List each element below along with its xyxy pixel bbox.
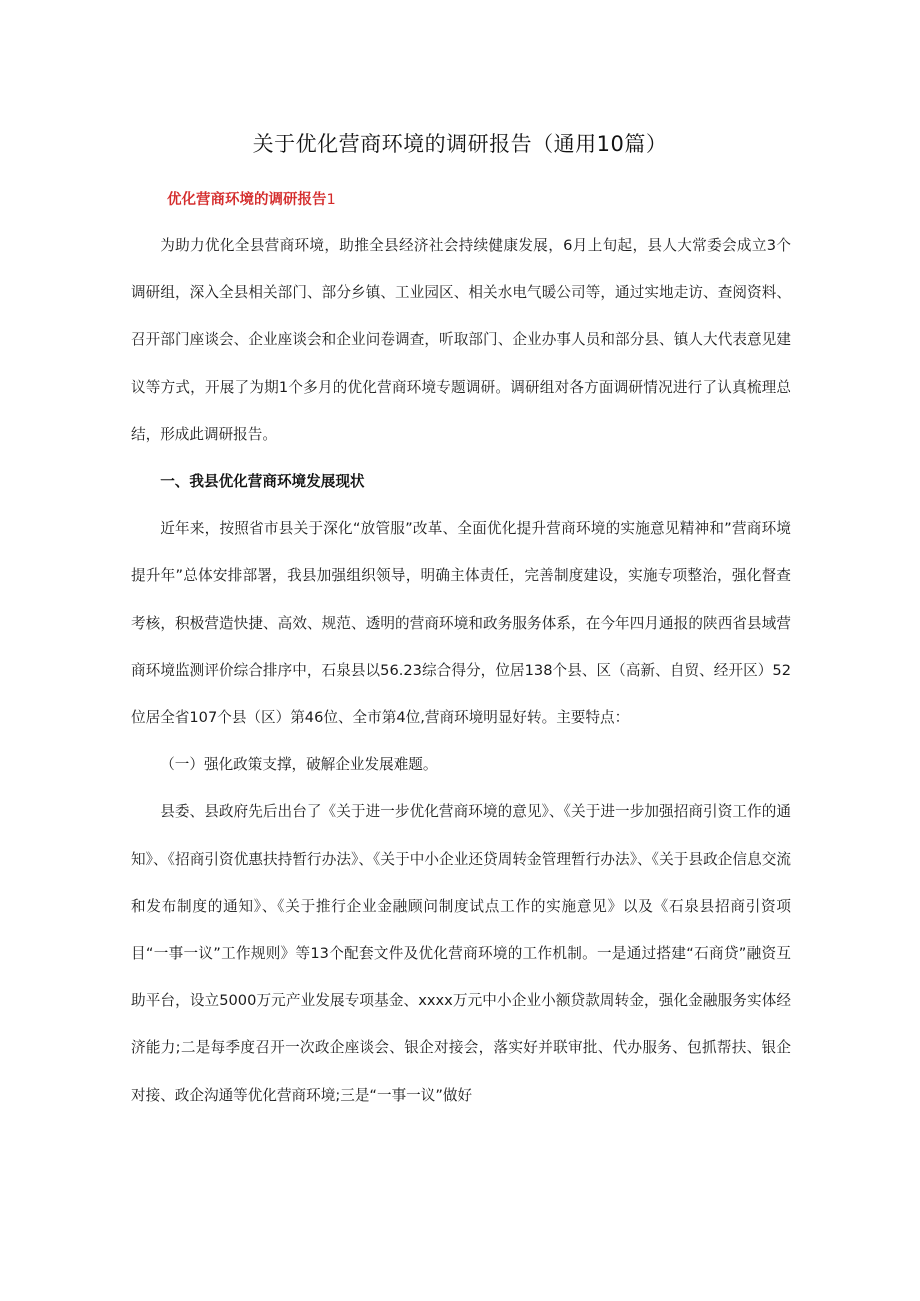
document-title: 关于优化营商环境的调研报告（通用10篇） (252, 132, 668, 156)
document-body (131, 222, 791, 1119)
report-heading-text: 优化营商环境的调研报告 (167, 192, 327, 208)
status-paragraph: 近年来，按照省市县关于深化“放管服”改革、全面优化提升营商环境的实施意见精神和”营商环境提升年”总体安排部署，我县加强组织领导，明确主体责任，完善制度建设，实施专项整治，强化督查考核，积极营造快捷、高效、规范、透明的营商环境和政务服务体系，在今年四月通报的陕西省县域营商环境监测评价综合排序中，石泉县以56.23综合得分，位居138个县、区（高新、自贸、经开区）52位居全省107个县（区）第46位、全市第4位,营商环境明显好转。主要特点： (131, 520, 791, 727)
subsection-heading-1: （一）强化政策支撑，破解企业发展难题。 (160, 756, 438, 774)
report-heading-number: 1 (326, 192, 336, 208)
section-heading-1: 一、我县优化营商环境发展现状 (160, 473, 365, 491)
intro-paragraph: 为助力优化全县营商环境，助推全县经济社会持续健康发展，6月上旬起，县人大常委会成立3个调研组，深入全县相关部门、部分乡镇、工业园区、相关水电气暖公司等，通过实地走访、查阅资料、召开部门座谈会、企业座谈会和企业问卷调查，听取部门、企业办事人员和部分县、镇人大代表意见建议等方式，开展了为期1个多月的优化营商环境专题调研。调研组对各方面调研情况进行了认真梳理总结，形成此调研报告。 (131, 237, 791, 443)
report-heading (167, 188, 336, 209)
policy-paragraph: 县委、县政府先后出台了《关于进一步优化营商环境的意见》、《关于进一步加强招商引资工作的通知》、《招商引资优惠扶持暂行办法》、《关于中小企业还贷周转金管理暂行办法》、《关于县政企信息交流和发布制度的通知》、《关于推行企业金融顾问制度试点工作的实施意见》以及《石泉县招商引资项目“一事一议”工作规则》等13个配套文件及优化营商环境的工作机制。一是通过搭建“石商贷”融资互助平台，设立5000万元产业发展专项基金、xxxx万元中小企业小额贷款周转金，强化金融服务实体经济能力;二是每季度召开一次政企座谈会、银企对接会，落实好并联审批、代办服务、包抓帮扶、银企对接、政企沟通等优化营商环境;三是“一事一议”做好 (131, 803, 791, 1104)
